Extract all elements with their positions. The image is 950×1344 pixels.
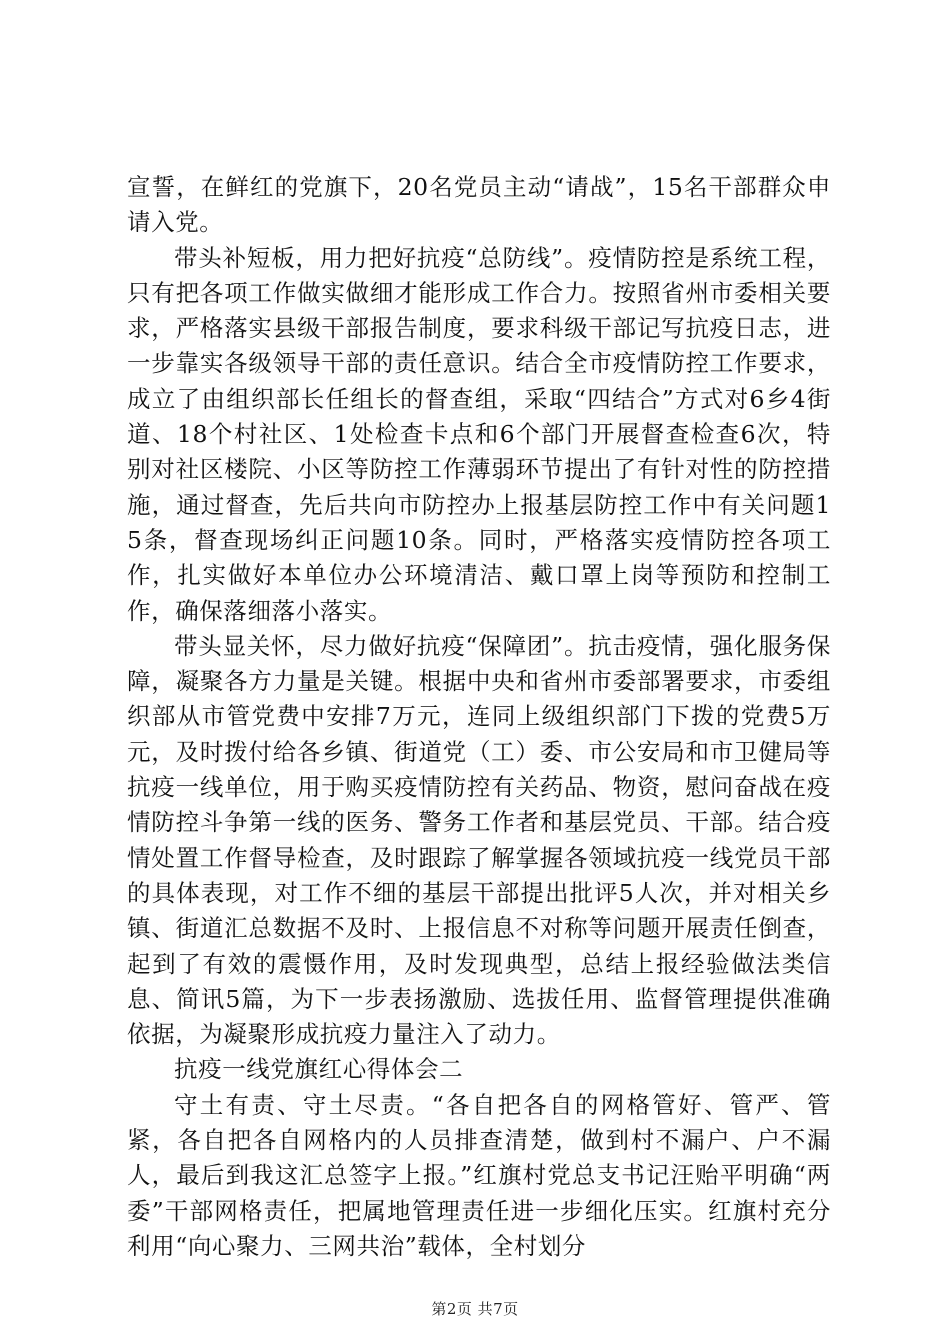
paragraph-frontline-defense: 带头补短板，用力把好抗疫“总防线”。疫情防控是系统工程，只有把各项工作做实做细才能形成工作合力。按照省州市委相关要求，严格落实县级干部报告制度，要求科级干部记写抗疫日志，进一步靠实各级领导干部的责任意识。结合全市疫情防控工作要求，成立了由组织部长任组长的督查组，采取“四结合”方式对6乡4街道、18个村社区、1处检查卡点和6个部门开展督查检查6次，特别对社区楼院、小区等防控工作薄弱环节提出了有针对性的防控措施，通过督查，先后共向市防控办上报基层防控工作中有关问题15条，督查现场纠正问题10条。同时，严格落实疫情防控各项工作，扎实做好本单位办公环境清洁、戴口罩上岗等预防和控制工作，确保落细落小落实。 bbox=[127, 243, 831, 625]
page-number-footer: 第2页 共7页 bbox=[431, 1300, 519, 1318]
section-heading: 抗疫一线党旗红心得体会二 bbox=[174, 1055, 464, 1084]
document-body bbox=[127, 170, 831, 1264]
paragraph-continuation: 宣誓，在鲜红的党旗下，20名党员主动“请战”，15名干部群众申请入党。 bbox=[127, 173, 831, 237]
paragraph-grid-responsibility: 守土有责、守土尽责。“各自把各自的网格管好、管严、管紧，各自把各自网格内的人员排查清楚，做到村不漏户、户不漏人，最后到我这汇总签字上报。”红旗村党总支书记汪贻平明确“两委”干部网格责任，把属地管理责任进一步细化压实。红旗村充分利用“向心聚力、三网共治”载体，全村划分 bbox=[127, 1090, 831, 1260]
paragraph-support-care: 带头显关怀，尽力做好抗疫“保障团”。抗击疫情，强化服务保障，凝聚各方力量是关键。根据中央和省州市委部署要求，市委组织部从市管党费中安排7万元，连同上级组织部门下拨的党费5万元，及时拨付给各乡镇、街道党（工）委、市公安局和市卫健局等抗疫一线单位，用于购买疫情防控有关药品、物资，慰问奋战在疫情防控斗争第一线的医务、警务工作者和基层党员、干部。结合疫情处置工作督导检查，及时跟踪了解掌握各领域抗疫一线党员干部的具体表现，对工作不细的基层干部提出批评5人次，并对相关乡镇、街道汇总数据不及时、上报信息不对称等问题开展责任倒查，起到了有效的震慑作用，及时发现典型，总结上报经验做法类信息、简讯5篇，为下一步表扬激励、选拔任用、监督管理提供准确依据，为凝聚形成抗疫力量注入了动力。 bbox=[127, 631, 831, 1049]
